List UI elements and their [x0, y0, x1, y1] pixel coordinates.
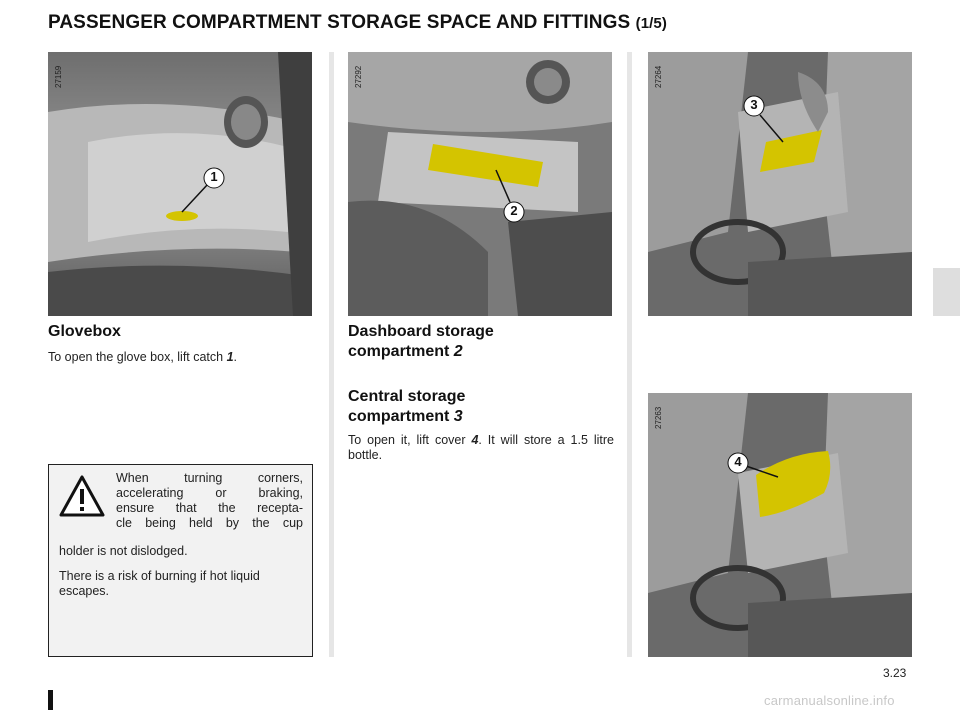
page-title-suffix: (1/5)	[635, 15, 667, 32]
warning-para1	[116, 471, 303, 531]
central-storage-illustration	[648, 52, 912, 316]
central-text-before: To open it, lift cover	[348, 433, 472, 447]
page-title-text: PASSENGER COMPARTMENT STORAGE SPACE AND FITTINGS	[48, 12, 631, 33]
glovebox-ref: 1	[226, 350, 234, 364]
central-storage-figure	[648, 52, 912, 316]
glovebox-figure	[48, 52, 312, 316]
central-text	[348, 433, 614, 463]
dashboard-heading-line1: Dashboard storage	[348, 323, 494, 340]
page-title	[48, 12, 667, 34]
central-heading	[348, 387, 612, 427]
chapter-tab	[933, 268, 960, 316]
central-cover-figure	[648, 393, 912, 657]
dashboard-ref: 2	[453, 343, 463, 360]
callout-3: 3	[750, 97, 758, 112]
figure-ref-number: 27264	[654, 65, 663, 88]
callout-2: 2	[510, 203, 518, 218]
dashboard-illustration	[348, 52, 612, 316]
glovebox-text-before: To open the glove box, lift catch	[48, 350, 227, 364]
central-cover-ref: 4	[471, 433, 479, 447]
warning-triangle-icon	[59, 475, 105, 517]
central-text-after: . It will store a 1.5 litre bottle.	[348, 433, 614, 462]
glovebox-text-after: .	[233, 350, 238, 364]
column-divider	[627, 52, 632, 657]
glovebox-illustration	[48, 52, 312, 316]
central-cover-illustration	[648, 393, 912, 657]
callout-4: 4	[734, 454, 742, 469]
glovebox-heading: Glovebox	[48, 323, 121, 340]
warning-line: When turning corners,	[116, 471, 303, 485]
dashboard-figure	[348, 52, 612, 316]
warning-para1-tail: holder is not dislodged.	[59, 544, 188, 558]
warning-line: ensure that the recepta-	[116, 501, 303, 515]
callout-1: 1	[210, 169, 218, 184]
central-heading-line2: compartment	[348, 408, 454, 425]
dashboard-heading-line2: compartment	[348, 343, 454, 360]
glovebox-text	[48, 350, 312, 365]
figure-ref-number: 27292	[354, 65, 363, 88]
page-number: 3.23	[883, 666, 907, 680]
column-divider	[329, 52, 334, 657]
figure-ref-number: 27263	[654, 406, 663, 429]
warning-line: accelerating or braking,	[116, 486, 303, 500]
figure-ref-number: 27159	[54, 65, 63, 88]
warning-box	[48, 464, 313, 657]
footer-site: carmanualsonline.info	[764, 693, 895, 708]
central-ref: 3	[453, 408, 463, 425]
central-heading-line1: Central storage	[348, 388, 466, 405]
warning-para2: There is a risk of burning if hot liquid escapes.	[59, 569, 260, 598]
footer-mark	[48, 690, 53, 710]
dashboard-heading	[348, 322, 612, 362]
warning-line: cle being held by the cup	[116, 516, 303, 530]
